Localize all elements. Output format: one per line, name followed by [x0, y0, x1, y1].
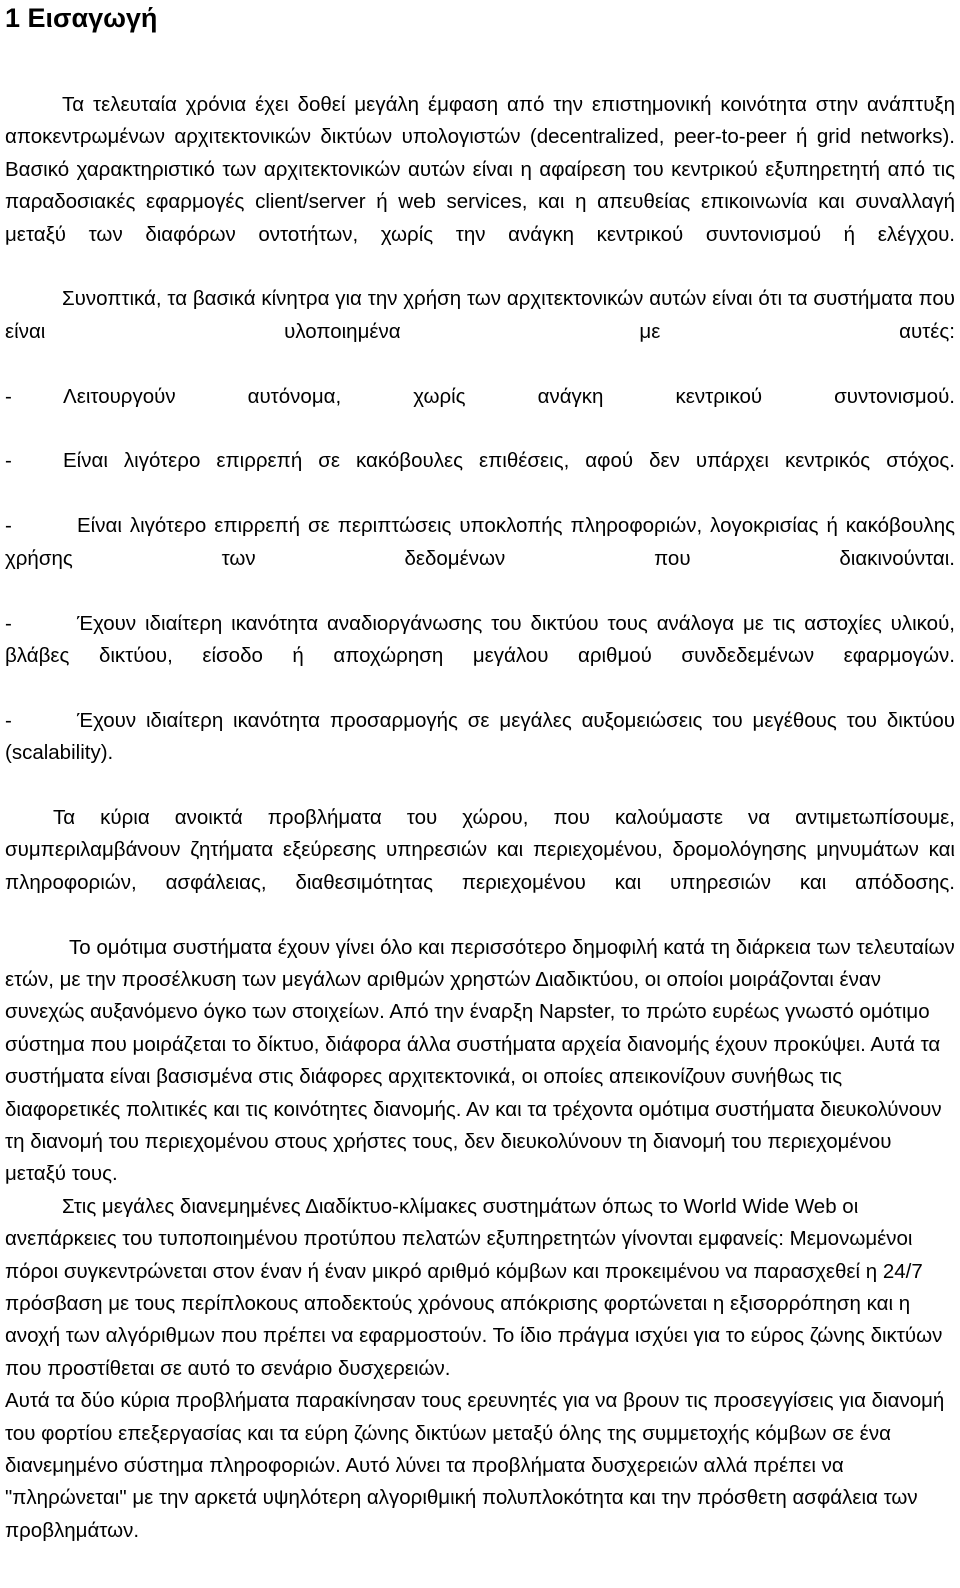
paragraph-load-distribution: Αυτά τα δύο κύρια προβλήματα παρακίνησαν τους ερευνητές για να βρουν τις προσεγγίσεις για διανομή του φορτίου επεξεργασίας και τα εύρη ζώνης δικτύων μεταξύ όλης της συμμετοχής κόμβων σε ένα διανεμημένο σύστημα πληροφοριών. Αυτό λύνει τα προβλήματα δυσχερειών αλλά πρέπει να "πληρώνεται" με την αρκετά υψηλότερη αλγοριθμική πολυπλοκότητα και την πρόσθετη ασφάλεια των προβλημάτων.: [5, 1389, 945, 1542]
bullet-text: Έχουν ιδιαίτερη ικανότητα αναδιοργάνωσης του δικτύου τους ανάλογα με τις αστοχίες υλικού, βλάβες δικτύου, είσοδο ή αποχώρηση μεγάλου αριθμού συνδεδεμένων εφαρμογών.: [5, 611, 955, 667]
paragraph-p2p-popularity: Το ομότιμα συστήματα έχουν γίνει όλο και περισσότερο δημοφιλή κατά τη διάρκεια των τελευταίων ετών, με την προσέλκυση των μεγάλων αριθμών χρηστών Διαδικτύου, οι οποίοι μοιράζονται έναν συνεχώς αυξανόμενο όγκο των στοιχείων. Από την έναρξη Napster, το πρώτο ευρέως γνωστό ομότιμο σύστημα που μοιράζεται το δίκτυο, διάφορα άλλα συστήματα αρχεία διανομής έχουν προκύψει. Αυτά τα συστήματα είναι βασισμένα στις διάφορες αρχιτεκτονικά, οι οποίες απεικονίζουν συνήθως τις διαφορετικές πολιτικές και τις κοινότητες διανομής. Αν και τα τρέχοντα ομότιμα συστήματα διευκολύνουν τη διανομή του περιεχομένου στους χρήστες τους, δεν διευκολύνουν τη διανομή του περιεχομένου μεταξύ τους.: [5, 935, 955, 1186]
bullet-text: Λειτουργούν αυτόνομα, χωρίς ανάγκη κεντρικού συντονισμού.: [63, 384, 955, 408]
bullet-item-attacks: [5, 445, 955, 510]
bullet-dash: -: [5, 708, 12, 732]
bullet-item-autonomous: [5, 381, 955, 446]
paragraph-intro: Τα τελευταία χρόνια έχει δοθεί μεγάλη έμφαση από την επιστημονική κοινότητα στην ανάπτυξη αποκεντρωμένων αρχιτεκτονικών δικτύων υπολογιστών (decentralized, peer-to-peer ή grid networks). Βασικό χαρακτηριστικό των αρχιτεκτονικών αυτών είναι η αφαίρεση του κεντρικού εξυπηρετητή από τις παραδοσιακές εφαρμογές client/server ή web services, και η απευθείας επικοινωνία και συναλλαγή μεταξύ των διαφόρων οντοτήτων, χωρίς την ανάγκη κεντρικού συντονισμού ή ελέγχου.: [5, 93, 955, 246]
bullet-item-reorganization: [5, 608, 955, 705]
bullet-text: Είναι λιγότερο επιρρεπή σε κακόβουλες επιθέσεις, αφού δεν υπάρχει κεντρικός στόχος.: [63, 449, 955, 473]
bullet-dash: -: [5, 611, 12, 635]
paragraph-open-problems: Τα κύρια ανοικτά προβλήματα του χώρου, που καλούμαστε να αντιμετωπίσουμε, συμπεριλαμβάνουν ζητήματα εξεύρεσης υπηρεσιών και περιεχομένου, δρομολόγησης μηνυμάτων και πληροφοριών, ασφάλειας, διαθεσιμότητας περιεχομένου και υπηρεσιών και απόδοσης.: [5, 805, 955, 894]
bullet-dash: -: [5, 449, 12, 473]
section-heading: 1 Εισαγωγή: [5, 3, 158, 33]
bullet-text: Είναι λιγότερο επιρρεπή σε περιπτώσεις υποκλοπής πληροφοριών, λογοκρισίας ή κακόβουλης χρήσης των δεδομένων που διακινούνται.: [5, 514, 955, 570]
paragraph-motivation: Συνοπτικά, τα βασικά κίνητρα για την χρήση των αρχιτεκτονικών αυτών είναι ότι τα συστήματα που είναι υλοποιημένα με αυτές:: [5, 287, 955, 343]
heading-gap: [5, 36, 955, 89]
bullet-text: Έχουν ιδιαίτερη ικανότητα προσαρμογής σε μεγάλες αυξομειώσεις του μεγέθους του δικτύου (scalability).: [5, 708, 955, 765]
bullet-item-scalability: [5, 705, 955, 802]
bullet-dash: -: [5, 384, 12, 408]
document-page: [5, 0, 955, 1547]
paragraph-web-scale: Στις μεγάλες διανεμημένες Διαδίκτυο-κλίμακες συστημάτων όπως το World Wide Web οι ανεπάρκειες του τυποποιημένου προτύπου πελατών εξυπηρετητών γίνονται εμφανείς: Μεμονωμένοι πόροι συγκεντρώνεται στον έναν ή έναν μικρό αριθμό κόμβων και προκειμένου να παρασχεθεί η 24/7 πρόσβαση με τους περίπλοκους αποδεκτούς χρόνους απόκρισης φορτώνεται η εξισορρόπηση και η ανοχή των αλγόριθμων που πρέπει να εφαρμοστούν. Το ίδιο πράγμα ισχύει για το εύρος ζώνης δικτύων που προστίθεται σε αυτό το σενάριο δυσχερειών.: [5, 1194, 943, 1380]
bullet-dash: -: [5, 514, 12, 538]
bullet-item-censorship: [5, 510, 955, 607]
